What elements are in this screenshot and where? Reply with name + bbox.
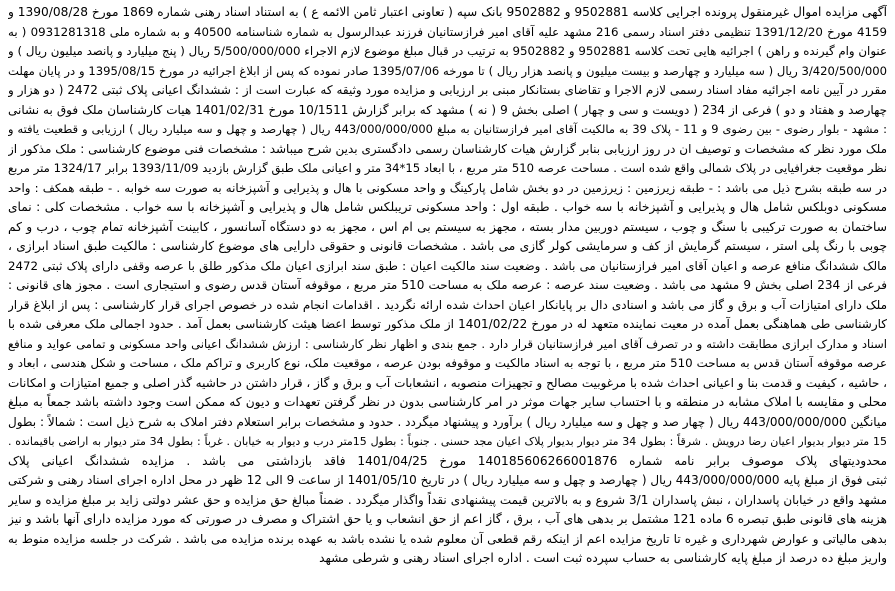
notice-line: هزینه های قانونی طبق تبصره 6 ماده 121 مشتمل بر بدهی های آب ، برق ، گاز اعم از حق انشعاب و یا حق اشتراک و مصرف در صورتی که مورد مزایده دارای آنها باشد و نیز [8,512,887,526]
notice-line: اسناد و مدارک ابرازی مطابقت داشته و در تصرف آقای امیر فرازستانیان قرار دارد . جمع بندی و اظهار نظر کارشناسی : ارزش ششدانگ اعیانی واحد مسکونی و تمامی عواید و منافع [8,336,887,351]
notice-line: مسکونی دوبلکس شامل هال و پذیرایی و آشپزخانه با سه خواب . طبقه اول : واحد مسکونی تریبلکس شامل هال و پذیرایی و آشپزخانه با سه خواب . مشخصات کلی : نمای [8,200,887,214]
notice-line: بدهی مالیاتی و عوارض شهرداری و غیره تا تاریخ مزایده اعم از اینکه رقم قطعی آن معلوم شده یا نشده باشد به عهده برنده مزایده می باشد . شرکت در جلسه مزایده منوط به [8,531,887,546]
notice-line: محلی و مقایسه با املاک مشابه در منطقه و با احتساب سایر جهات موثر در امر کارشناسی بدون در نظر گرفتن تعهدات و دیون که ممکن است وجود داشته باشد جمعاً به مبلغ [8,395,887,409]
notice-line: ملک مورد نظر که مشخصات و توصیف ان در روز ارزیابی بنابر گزارش هیات کارشناسان رسمی دادگستری بدین شرح میباشد : مشخصات فنی موضوع کارشناسی : ملک مذکور از [8,141,887,156]
notice-line: نظر موقعیت جغرافیایی در پلاک شمالی واقع شده است . مساحت عرصه 510 متر مربع ، با ابعاد 15*34 متر و اعیانی ملک طبق گزارش بازدید 1393/11/09 برابر 1324/17 متر مربع [8,161,887,175]
notice-line: ملک دارای امتیازات آب و برق و گاز می باشد و اسنادی دال بر پایانکار اعیان احداث شده ارائه نگردید . اقدامات انجام شده در خصوص اجرای قرار کارشناسی : پس از ابلاغ قرار [8,297,887,312]
notice-line: در سه طبقه بشرح ذیل می باشد : - طبقه زیرزمین : زیرزمین در دو بخش شامل پارکینگ و واحد مسکونی با هال و پذیرایی و آشپزخانه به صورت سه خوابه . - طبقه همکف : واحد [8,180,887,195]
notice-line: ثبتی فوق از مبلغ پایه 443/000/000/000 ریال ( چهارصد و چهل و سه میلیارد ریال ) در تاریخ 1401/05/10 از ساعت 9 الی 12 ظهر در محل اداره اجرای اسناد رهنی و شرکتی [8,473,887,487]
notice-line: کارشناسی طی هماهنگی بعمل آمده در معیت نماینده متعهد له در مورخ 1401/02/22 از ملک مذکور توسط اعضا هیئت کارشناسی بعمل آمد . حدود اجمالی ملک معرفی شده با [8,317,887,331]
notice-line: 4159 مورخ 1391/12/20 تنظیمی دفتر اسناد رسمی 216 مشهد علیه آقای امیر فرازستانیان فرزند عبدالرسول به شماره شناسنامه 40500 و به شماره ملی 0931281318 ( به [8,24,887,39]
notice-line: چوبی با رنگ پلی استر ، سیستم گرمایش از کف و سرمایشی کولر گازی می باشد . مشخصات قانونی و حقوقی دارایی های موضوع کارشناسی : مالکیت طبق اسناد ابرازی ، [8,239,887,253]
notice-line: مقرر در آیین نامه اجرائیه مفاد اسناد رسمی لازم الاجرا و تقاضای بستانکار مبنی بر ارزیابی و مزایده مورد وثیقه که عبارت است از : ششدانگ اعیانی پلاک ثبتی 2472 ( دو هزار و [8,83,887,97]
notice-line: محدودیتهای پلاک موصوف برابر نامه شماره 140185606266001876 مورخ 1401/04/25 فاقد بازداشتی می باشد . مزایده ششدانگ اعیانی پلاک [8,453,887,468]
notice-line: فرعی از 234 اصلی بخش 9 مشهد می باشد . وضعیت سند عرصه : عرصه ملک به مساحت 510 متر مربع ، موقوفه آستان قدس رضوی و استیجاری است . مجوز های قانونی : [8,278,887,292]
notice-line: چهارصد و هفتاد و دو ) فرعی از 234 ( دویست و سی و چهار ) اصلی بخش 9 ( نه ) مشهد که برابر گزارش 10/1511 مورخ 1401/02/31 هیات کارشناسان ملک فوق به نشانی [8,102,887,117]
notice-line: میانگین 443/000/000/000 ریال ( چهار صد و چهل و سه میلیارد ریال ) برآورد و پیشنهاد میگردد . حدود و مشخصات برابر استعلام دفتر املاک به شرح ذیل است : شمالاً : بطول [8,414,887,429]
notice-line: عرصه موقوفه آستان قدس به مساحت 510 متر مربع ، با توجه به اسناد مالکیت و موقوفه بودن عرصه ، موقعیت ملک، نوع کاربری و تراکم ملک ، مساحت و شکل هندسی ، ابعاد و [8,356,887,370]
notice-line: عنوان وام گیرنده و راهن ) اجرائیه هایی تحت کلاسه 9502881 و 9502882 به ترتیب در قبال مبلغ موضوع لازم الاجراء 5/500/000/000 ریال ( پنج میلیارد و پانصد میلیون ریال ) و [8,44,887,58]
notice-line: مشهد واقع در خیابان پاسداران ، نبش پاسداران 3/1 شروع و به بالاترین قیمت پیشنهادی نقداً واگذار میگردد . ضمناً مبالغ حق مزایده و حق عشر دولتی زاید بر مبلغ مزایده و سایر [8,492,887,507]
notice-line: مالک ششدانگ منافع عرصه و اعیان آقای امیر فرازستانیان می باشد . وضعیت سند مالکیت اعیان : طبق سند ابرازی اعیان ملک مذکور طلق با عرصه وقفی دارای پلاک ثبتی 2472 [8,258,887,273]
notice-line: : مشهد - بلوار رضوی - بین رضوی 9 و 11 - پلاک 39 به مالکیت آقای امیر فرازستانیان به مبلغ 443/000/000/000 ریال ( چهارصد و چهل و سه میلیارد ریال ) ارزیابی و قطعیت یافته و [8,122,887,136]
notice-line: 15 متر دیوار بدیوار اعیان رضا درویش . شرقاً : بطول 34 متر دیوار بدیوار پلاک اعیان مجد حسنی . جنوباً : بطول 15متر درب و دیوار به خیابان . غرباً : بطول 34 متر دیوار به اراضی باقیمانده . [8,435,887,448]
notice-line: ، حاشیه ، کیفیت و قدمت بنا و اعیانی احداث شده با مرغوبیت مصالح و تجهیزات منصوبه ، انشعابات آب و برق و گاز ، قرار داشتن در حاشیه گذر اصلی و جمیع امتیازات و امکانات [8,375,887,390]
notice-line-last: واریز مبلغ ده درصد از مبلغ پایه کارشناسی به حساب سپرده ثبت است . اداره اجرای اسناد رهنی و شرطی مشهد [319,551,887,565]
notice-line: ساختمان به صورت ترکیبی با سنگ و چوب ، سیستم دوربین مدار بسته ، مجهز به سیستم بی ام اس ، مجهز به دو دستگاه آسانسور ، کابینت آشپزخانه تمام چوب ، درب و کم [8,219,887,234]
notice-line: 3/420/500/000 ریال ( سه میلیارد و چهارصد و بیست میلیون و پانصد هزار ریال ) تا مورخه 1395/07/06 صادر نموده که پس از ابلاغ اجرائیه در مورخ 1395/08/15 و در پایان مهلت [8,63,887,78]
notice-line: آگهی مزایده اموال غیرمنقول پرونده اجرایی کلاسه 9502881 و 9502882 بانک سپه ( تعاونی اعتبار ثامن الائمه ع ) به استناد اسناد رهنی شماره 1869 مورخ 1390/08/28 و [8,5,887,19]
